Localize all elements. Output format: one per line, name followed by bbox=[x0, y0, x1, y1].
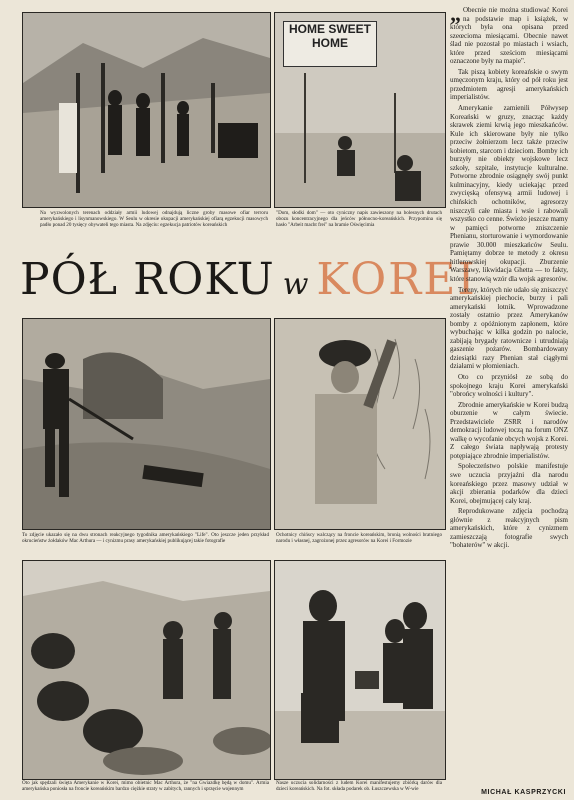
caption-retreat: Oto jak spędzali święta Amerykanie w Korei, mimo obietnic Mac Arthura, że "na Gwiazdkę będą w domu". Armia amerykańska poniosła na froncie koreańskim bardzo ciężkie straty w zabitych, rannych i sprzęcie wojennym bbox=[22, 780, 269, 793]
article-paragraph: Amerykanie zamienili Półwysep Koreański w gruzy, znacząc każdy skrawek ziemi krwią jego mieszkańców. Kule ich skierowane były nie tylko przeciw żołnierzom lecz także przeciw kobietom, starcom i dzieciom. Bomby ich burzyły nie obiekty wojskowe lecz szkoły, szpitale, instytucje kulturalne. Potworne zbrodnie osiągnęły swój punkt kulminacyjny, kiedy uciekając przed zwycięską ofensywą armii ludowej i chińskich ochotników, agresorzy niszczyli całe miasta i wsie i rabowali wszystko co cenne. Świeżo jeszcze mamy w pamięci potworne zniszczenie Phenianu, storturowanie i wymordowanie prawie 30.000 mieszkańców Seulu. Pamiętamy dobrze te metody z okresu hitlerowskiej okupacji. Zburzenie Warszawy, likwidacja Ghetta — to fakty, które stanowią wzór dla wojsk agresorów. bbox=[450, 104, 568, 283]
author-signature: MICHAŁ KASPRZYCKI bbox=[481, 789, 566, 796]
article-paragraph: Reprodukowane zdjęcia pochodzą głównie z reakcyjnych pism amerykańskich, które z cynizmem zamieszczają fotografie swych "bohaterów" w akcji. bbox=[450, 507, 568, 550]
caption-volunteer: Ochotnicy chińscy walczący na froncie koreańskim, bronią wolności bratniego narodu i własnej, zagrożonej przez agresorów na Korei i Formozie bbox=[276, 532, 442, 545]
caption-home-sweet-home: "Dom, słodki dom" — oto cyniczny napis zawieszony na bolesnych drutach obozu koncentracyjnego dla jeńców północno-koreańskich. Przypomina się hasło "Arbeit macht frei" na bramie Oświęcimia bbox=[276, 210, 442, 229]
opening-quote-mark: „ bbox=[450, 6, 461, 26]
title-part-main: PÓŁ ROKU bbox=[20, 254, 275, 305]
photo-retreat bbox=[22, 560, 271, 780]
caption-soldier-field: To zdjęcie ukazało się na dwu stronach reakcyjnego tygodnika amerykańskiego "Life". Oto jeszcze jeden przykład okrucieństw żołdaków Mac Arthura — i cynizmu prasy amerykańskiej publikującej takie fotografie bbox=[22, 532, 269, 545]
photo-gifts bbox=[274, 560, 446, 780]
article-paragraph: Tak piszą kobiety koreańskie o swym umęczonym kraju, który od pół roku jest przedmiotem agresji amerykańskich imperialistów. bbox=[450, 67, 568, 102]
article-column bbox=[450, 6, 568, 792]
article-paragraph: Społeczeństwo polskie manifestuje swe uczucia przyjaźni dla narodu koreańskiego przez masowy udział w akcji zbierania podarków dla dzieci Korei, obejmującej cały kraj. bbox=[450, 462, 568, 505]
photo-home-sweet-home bbox=[274, 12, 446, 208]
title-part-accent: KOREI bbox=[316, 254, 477, 305]
article-paragraph: „ Obecnie nie można studiować Korei na podstawie map i książek, w których była ona opisana przed szeœcioma miesiącami. Obecnie nawet ślad nie pozostał po miastach i wsiach, które przed sześciom miesiącami oznaczone były na mapie". bbox=[450, 6, 568, 66]
photo-troops-wire bbox=[22, 12, 271, 208]
photo-volunteer bbox=[274, 318, 446, 530]
caption-gifts: Nasze uczucia solidarności z ludem Korei manifestujemy zbiórką darów dla dzieci koreańskich. Na fot. składa podarek ob. Łuszczewska w W-wie bbox=[276, 780, 442, 793]
page-title bbox=[20, 254, 477, 312]
photo-soldier-field bbox=[22, 318, 271, 530]
home-sweet-home-sign: HOME SWEET HOME bbox=[283, 21, 377, 67]
article-paragraph: Zbrodnie amerykańskie w Korei budzą oburzenie w całym świecie. Przedstawiciele ZSRR i narodów demokracji ludowej toczą na forum ONZ walkę o wycofanie obcych wojsk z Korei. Z całego świata napływają protesty potępiające zbrodnie imperialistów. bbox=[450, 400, 568, 460]
title-part-w: w bbox=[282, 267, 309, 302]
article-paragraph: Tereny, których nie udało się zniszczyć amerykańskiej piechocie, burzy i pali amerykański lotnik. Wprowadzone zostały ostatnio przez Amerykanów bomby z opóźnionym zapłonem, które wybuchając w kilka godzin po nalocie, zabijają brygady ratownicze i utrudniają gaszenie pożarów. Bombardowany dziesiątki razy Phenian stał ciągłymi działami w płomieniach. bbox=[450, 285, 568, 371]
caption-troops-wire: Na wyzwolonych terenach oddziały armii ludowej odnajdują liczne groby masowe ofiar terroru amerykańskiego i lisynmanowskiego. W Seulu w okresie okupacji amerykańskiej ofiarą egzekucji masowych padło ponad 20 tysięcy obywateli tego miasta. Na zdjęciu: egzekucja patriotów koreańskich bbox=[40, 210, 268, 229]
article-paragraph: Oto co przyniósł ze sobą do spokojnego kraju Korei amerykański "obrońcy wolności i kultury". bbox=[450, 372, 568, 399]
